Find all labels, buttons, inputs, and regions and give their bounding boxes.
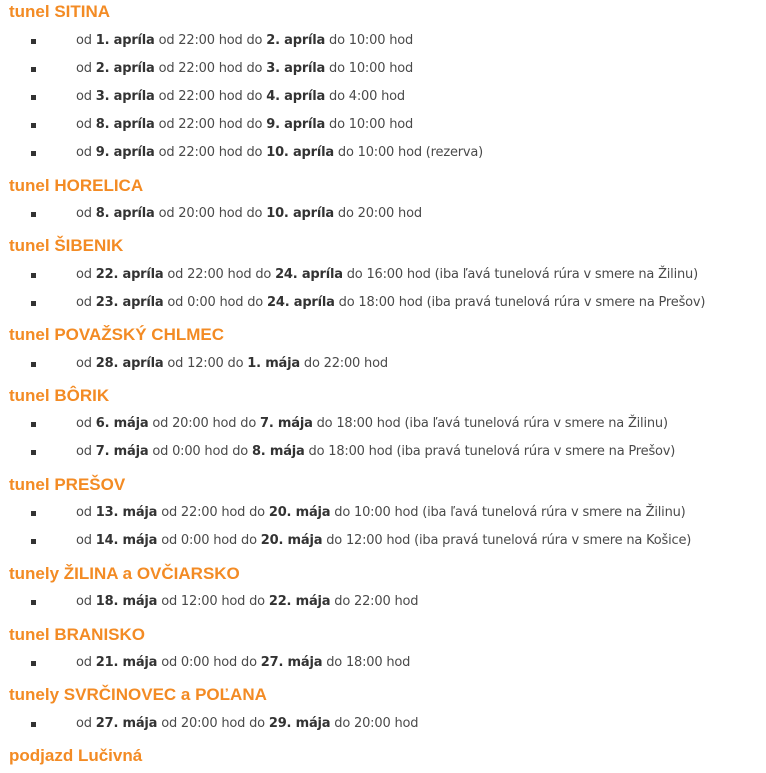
date-emphasis: 10. apríla xyxy=(266,206,334,221)
date-emphasis: 23. apríla xyxy=(95,295,164,310)
text-segment: od 0:00 hod do xyxy=(148,444,252,459)
bullet-icon xyxy=(31,511,36,516)
date-emphasis: 8. apríla xyxy=(95,206,155,221)
text-segment: od xyxy=(76,356,96,371)
text-segment: do 20:00 hod xyxy=(330,716,419,731)
text-segment: do 18:00 hod (iba pravá tunelová rúra v smere na Prešov) xyxy=(304,444,676,459)
section-heading: tunel BÔRIK xyxy=(9,386,110,405)
text-segment: od xyxy=(76,716,96,731)
date-emphasis: 27. mája xyxy=(95,716,158,731)
section-heading: tunel SITINA xyxy=(9,2,111,21)
list-item xyxy=(0,442,766,462)
date-emphasis: 2. apríla xyxy=(266,33,326,48)
date-emphasis: 3. apríla xyxy=(95,89,155,104)
text-segment: od xyxy=(76,533,96,548)
section-heading: tunel POVAŽSKÝ CHLMEC xyxy=(9,325,225,344)
list-item xyxy=(0,354,766,374)
text-segment: od xyxy=(76,444,96,459)
list-item-text xyxy=(76,592,418,612)
list-item xyxy=(0,143,766,163)
bullet-icon xyxy=(31,151,36,156)
section-heading: tunely SVRČINOVEC a POĽANA xyxy=(9,685,267,704)
list-item xyxy=(0,204,766,224)
list-item xyxy=(0,653,766,673)
section-heading: tunely ŽILINA a OVČIARSKO xyxy=(9,564,240,583)
text-segment: od xyxy=(76,295,96,310)
bullet-icon xyxy=(31,301,36,306)
list-item xyxy=(0,531,766,551)
list-item-text xyxy=(76,87,405,107)
text-segment: od 0:00 hod do xyxy=(157,533,261,548)
section-heading: tunel ŠIBENIK xyxy=(9,236,124,255)
date-emphasis: 22. mája xyxy=(268,594,331,609)
date-emphasis: 18. mája xyxy=(95,594,158,609)
date-emphasis: 9. apríla xyxy=(266,117,326,132)
bullet-icon xyxy=(31,600,36,605)
text-segment: od xyxy=(76,416,96,431)
bullet-icon xyxy=(31,39,36,44)
text-segment: od xyxy=(76,33,96,48)
text-segment: od 20:00 hod do xyxy=(154,206,267,221)
date-emphasis: 6. mája xyxy=(95,416,149,431)
date-emphasis: 21. mája xyxy=(95,655,158,670)
text-segment: od 0:00 hod do xyxy=(163,295,267,310)
text-segment: do 10:00 hod xyxy=(325,33,414,48)
date-emphasis: 24. apríla xyxy=(267,295,335,310)
bullet-icon xyxy=(31,450,36,455)
date-emphasis: 27. mája xyxy=(260,655,323,670)
date-emphasis: 9. apríla xyxy=(95,145,155,160)
text-segment: od 12:00 do xyxy=(163,356,248,371)
text-segment: do 10:00 hod xyxy=(325,117,414,132)
date-emphasis: 29. mája xyxy=(268,716,331,731)
text-segment: do 18:00 hod (iba ľavá tunelová rúra v smere na Žilinu) xyxy=(312,416,668,431)
text-segment: do 10:00 hod (iba ľavá tunelová rúra v smere na Žilinu) xyxy=(330,505,686,520)
bullet-icon xyxy=(31,67,36,72)
list-item xyxy=(0,115,766,135)
list-item xyxy=(0,265,766,285)
text-segment: do 18:00 hod (iba pravá tunelová rúra v smere na Prešov) xyxy=(334,295,706,310)
list-item xyxy=(0,592,766,612)
text-segment: do 10:00 hod xyxy=(325,61,414,76)
list-item-text xyxy=(76,503,686,523)
list-item xyxy=(0,31,766,51)
section-heading: tunel BRANISKO xyxy=(9,625,145,644)
text-segment: od 22:00 hod do xyxy=(154,145,267,160)
text-segment: od xyxy=(76,655,96,670)
section-heading: tunel HORELICA xyxy=(9,176,144,195)
section-heading: podjazd Lučivná xyxy=(9,746,143,765)
date-emphasis: 3. apríla xyxy=(266,61,326,76)
list-item xyxy=(0,503,766,523)
bullet-icon xyxy=(31,212,36,217)
text-segment: od 0:00 hod do xyxy=(157,655,261,670)
list-item xyxy=(0,414,766,434)
date-emphasis: 20. mája xyxy=(260,533,323,548)
text-segment: od xyxy=(76,594,96,609)
text-segment: do 22:00 hod xyxy=(330,594,419,609)
text-segment: do 18:00 hod xyxy=(322,655,411,670)
text-segment: od xyxy=(76,117,96,132)
date-emphasis: 28. apríla xyxy=(95,356,164,371)
bullet-icon xyxy=(31,95,36,100)
date-emphasis: 1. apríla xyxy=(95,33,155,48)
text-segment: od 22:00 hod do xyxy=(154,117,267,132)
list-item-text xyxy=(76,354,388,374)
date-emphasis: 14. mája xyxy=(95,533,158,548)
date-emphasis: 7. mája xyxy=(95,444,149,459)
list-item-text xyxy=(76,204,422,224)
date-emphasis: 8. mája xyxy=(251,444,305,459)
text-segment: od xyxy=(76,145,96,160)
list-item xyxy=(0,293,766,313)
bullet-icon xyxy=(31,539,36,544)
bullet-icon xyxy=(31,362,36,367)
bullet-icon xyxy=(31,422,36,427)
text-segment: od 20:00 hod do xyxy=(157,716,269,731)
list-item-text xyxy=(76,59,413,79)
date-emphasis: 24. apríla xyxy=(275,267,343,282)
text-segment: od 22:00 hod do xyxy=(163,267,276,282)
text-segment: do 20:00 hod xyxy=(333,206,422,221)
section-heading: tunel PREŠOV xyxy=(9,475,126,494)
date-emphasis: 1. mája xyxy=(247,356,300,371)
text-segment: od 20:00 hod do xyxy=(148,416,261,431)
text-segment: od 12:00 hod do xyxy=(157,594,269,609)
text-segment: od xyxy=(76,61,96,76)
list-item-text xyxy=(76,714,418,734)
date-emphasis: 22. apríla xyxy=(95,267,164,282)
date-emphasis: 20. mája xyxy=(268,505,331,520)
list-item-text xyxy=(76,414,668,434)
text-segment: od 22:00 hod do xyxy=(157,505,269,520)
list-item-text xyxy=(76,265,698,285)
text-segment: do 16:00 hod (iba ľavá tunelová rúra v smere na Žilinu) xyxy=(342,267,698,282)
date-emphasis: 8. apríla xyxy=(95,117,155,132)
date-emphasis: 13. mája xyxy=(95,505,158,520)
list-item xyxy=(0,714,766,734)
text-segment: do 4:00 hod xyxy=(325,89,405,104)
text-segment: od 22:00 hod do xyxy=(154,33,267,48)
list-item-text xyxy=(76,31,413,51)
date-emphasis: 10. apríla xyxy=(266,145,334,160)
text-segment: od xyxy=(76,267,96,282)
text-segment: do 12:00 hod (iba pravá tunelová rúra v smere na Košice) xyxy=(322,533,692,548)
text-segment: od xyxy=(76,505,96,520)
list-item-text xyxy=(76,442,675,462)
list-item-text xyxy=(76,143,483,163)
bullet-icon xyxy=(31,273,36,278)
date-emphasis: 7. mája xyxy=(260,416,313,431)
bullet-icon xyxy=(31,722,36,727)
text-segment: do 10:00 hod (rezerva) xyxy=(333,145,484,160)
list-item xyxy=(0,59,766,79)
list-item-text xyxy=(76,115,413,135)
date-emphasis: 2. apríla xyxy=(95,61,155,76)
list-item-text xyxy=(76,653,410,673)
bullet-icon xyxy=(31,661,36,666)
text-segment: od 22:00 hod do xyxy=(154,89,267,104)
list-item-text xyxy=(76,293,705,313)
date-emphasis: 4. apríla xyxy=(266,89,326,104)
text-segment: od 22:00 hod do xyxy=(154,61,267,76)
text-segment: od xyxy=(76,206,96,221)
list-item xyxy=(0,87,766,107)
bullet-icon xyxy=(31,123,36,128)
text-segment: do 22:00 hod xyxy=(299,356,388,371)
text-segment: od xyxy=(76,89,96,104)
list-item-text xyxy=(76,531,691,551)
